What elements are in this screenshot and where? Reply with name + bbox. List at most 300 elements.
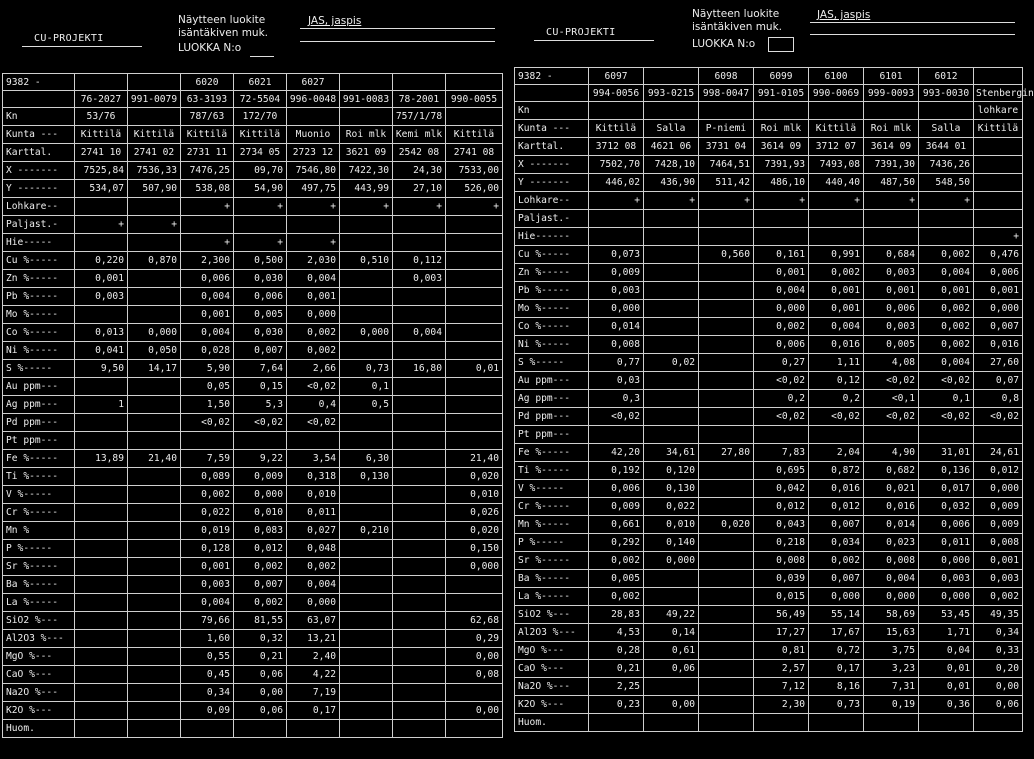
- value-cell: 0,55: [181, 648, 234, 666]
- table-row: [3, 486, 503, 504]
- value-cell: [754, 228, 809, 246]
- row-label: CaO %---: [515, 660, 589, 678]
- value-cell: 0,016: [864, 498, 919, 516]
- value-cell: 0,005: [234, 306, 287, 324]
- value-cell: 0,07: [974, 372, 1023, 390]
- value-cell: [75, 594, 128, 612]
- value-cell: [446, 252, 503, 270]
- value-cell: 0,27: [754, 354, 809, 372]
- value-cell: 0,8: [974, 390, 1023, 408]
- value-cell: [446, 396, 503, 414]
- value-cell: [919, 426, 974, 444]
- value-cell: [393, 630, 446, 648]
- table-row: [515, 516, 1023, 534]
- sample-ref: 72-5504: [234, 91, 287, 108]
- value-cell: 0,001: [287, 288, 340, 306]
- value-cell: 0,002: [974, 588, 1023, 606]
- value-cell: [340, 666, 393, 684]
- row-label: P %-----: [3, 540, 75, 558]
- row-label: Mo %-----: [515, 300, 589, 318]
- y-cell: 548,50: [919, 174, 974, 192]
- x-cell: 7533,00: [446, 162, 503, 180]
- sample-ref: 990-0069: [809, 85, 864, 102]
- kn-cell: [754, 102, 809, 120]
- value-cell: [75, 684, 128, 702]
- value-cell: 0,01: [919, 678, 974, 696]
- value-cell: 0,006: [754, 336, 809, 354]
- value-cell: [754, 714, 809, 732]
- table-row: [515, 408, 1023, 426]
- value-cell: [128, 504, 181, 522]
- value-cell: +: [181, 234, 234, 252]
- value-cell: [809, 228, 864, 246]
- value-cell: +: [644, 192, 699, 210]
- value-cell: 0,022: [644, 498, 699, 516]
- value-cell: [340, 702, 393, 720]
- kunta-cell: Muonio: [287, 126, 340, 144]
- row-label: Co %-----: [515, 318, 589, 336]
- table-row: [515, 318, 1023, 336]
- value-cell: [75, 630, 128, 648]
- y-cell: 507,90: [128, 180, 181, 198]
- table-row: [3, 414, 503, 432]
- value-cell: 0,006: [864, 300, 919, 318]
- value-cell: [699, 660, 754, 678]
- value-cell: [128, 558, 181, 576]
- value-cell: [75, 576, 128, 594]
- value-cell: [699, 390, 754, 408]
- value-cell: [644, 228, 699, 246]
- value-cell: 0,112: [393, 252, 446, 270]
- column-number: 6012: [919, 68, 974, 85]
- row-label: Na2O %---: [3, 684, 75, 702]
- value-cell: 0,5: [340, 396, 393, 414]
- x-coordinate-row: [3, 162, 503, 180]
- karttal-cell: 2731 11: [181, 144, 234, 162]
- table-row: [515, 660, 1023, 678]
- value-cell: +: [589, 192, 644, 210]
- value-cell: [864, 714, 919, 732]
- kn-cell: 172/70: [234, 108, 287, 126]
- class-underline: [810, 22, 1015, 23]
- row-label: Y -------: [3, 180, 75, 198]
- value-cell: [644, 282, 699, 300]
- table-row: [3, 540, 503, 558]
- value-cell: [393, 396, 446, 414]
- value-cell: [393, 432, 446, 450]
- table-row: [515, 246, 1023, 264]
- value-cell: 0,042: [754, 480, 809, 498]
- table-row: [515, 354, 1023, 372]
- value-cell: 0,140: [644, 534, 699, 552]
- analysis-table-right: [514, 67, 1034, 732]
- value-cell: 63,07: [287, 612, 340, 630]
- y-cell: 486,10: [754, 174, 809, 192]
- value-cell: 9,50: [75, 360, 128, 378]
- value-cell: [974, 210, 1023, 228]
- x-cell: 7464,51: [699, 156, 754, 174]
- row-label: Kn: [3, 108, 75, 126]
- table-row: [3, 270, 503, 288]
- value-cell: [974, 192, 1023, 210]
- header-row-numbers: [3, 74, 503, 91]
- value-cell: 0,043: [754, 516, 809, 534]
- kn-cell: [864, 102, 919, 120]
- value-cell: 0,007: [809, 570, 864, 588]
- row-label: Mn %-----: [515, 516, 589, 534]
- value-cell: <0,02: [589, 408, 644, 426]
- value-cell: 0,34: [181, 684, 234, 702]
- y-cell: 54,90: [234, 180, 287, 198]
- value-cell: 0,000: [919, 552, 974, 570]
- karttal-cell: 4621 06: [644, 138, 699, 156]
- value-cell: [446, 270, 503, 288]
- value-cell: 0,000: [864, 588, 919, 606]
- table-row: [3, 198, 503, 216]
- value-cell: 0,991: [809, 246, 864, 264]
- value-cell: 0,08: [446, 666, 503, 684]
- x-cell: 09,70: [234, 162, 287, 180]
- value-cell: [699, 408, 754, 426]
- value-cell: [128, 702, 181, 720]
- value-cell: 0,17: [809, 660, 864, 678]
- value-cell: 0,008: [974, 534, 1023, 552]
- left-sheet: [0, 0, 512, 759]
- table-row: [515, 264, 1023, 282]
- value-cell: 27,80: [699, 444, 754, 462]
- value-cell: 7,83: [754, 444, 809, 462]
- row-label: SiO2 %---: [515, 606, 589, 624]
- x-cell: 7436,26: [919, 156, 974, 174]
- value-cell: 53,45: [919, 606, 974, 624]
- value-cell: [128, 396, 181, 414]
- kn-cell: [446, 108, 503, 126]
- kn-cell: 787/63: [181, 108, 234, 126]
- value-cell: 0,020: [699, 516, 754, 534]
- table-row: [3, 324, 503, 342]
- value-cell: 0,04: [919, 642, 974, 660]
- value-cell: 0,004: [864, 570, 919, 588]
- table-row: [515, 480, 1023, 498]
- value-cell: [75, 486, 128, 504]
- table-row: [3, 306, 503, 324]
- map-sheet-row: [515, 138, 1023, 156]
- value-cell: 13,21: [287, 630, 340, 648]
- value-cell: [128, 234, 181, 252]
- value-cell: [181, 720, 234, 738]
- row-label: La %-----: [515, 588, 589, 606]
- value-cell: 0,000: [128, 324, 181, 342]
- value-cell: [340, 720, 393, 738]
- table-row: [3, 576, 503, 594]
- x-cell: 7428,10: [644, 156, 699, 174]
- value-cell: 0,003: [919, 570, 974, 588]
- value-cell: 0,007: [974, 318, 1023, 336]
- value-cell: [128, 378, 181, 396]
- value-cell: [589, 210, 644, 228]
- table-row: [3, 594, 503, 612]
- kunta-cell: P-niemi: [699, 120, 754, 138]
- table-row: [3, 432, 503, 450]
- value-cell: <0,02: [974, 408, 1023, 426]
- value-cell: 0,006: [234, 288, 287, 306]
- value-cell: 0,020: [446, 468, 503, 486]
- class-number-box[interactable]: [768, 37, 794, 52]
- value-cell: [340, 612, 393, 630]
- value-cell: 0,120: [644, 462, 699, 480]
- value-cell: 2,25: [589, 678, 644, 696]
- value-cell: 0,684: [864, 246, 919, 264]
- karttal-cell: 2741 02: [128, 144, 181, 162]
- value-cell: [75, 720, 128, 738]
- value-cell: [128, 648, 181, 666]
- table-row: [515, 552, 1023, 570]
- value-cell: 0,560: [699, 246, 754, 264]
- value-cell: [75, 306, 128, 324]
- value-cell: 0,009: [974, 498, 1023, 516]
- value-cell: 0,872: [809, 462, 864, 480]
- value-cell: 0,032: [919, 498, 974, 516]
- value-cell: [75, 468, 128, 486]
- value-cell: [234, 432, 287, 450]
- value-cell: 0,004: [919, 264, 974, 282]
- y-cell: [974, 174, 1023, 192]
- y-coordinate-row: [3, 180, 503, 198]
- value-cell: +: [699, 192, 754, 210]
- value-cell: 0,014: [589, 318, 644, 336]
- table-row: [3, 684, 503, 702]
- sample-ref: 990-0055: [446, 91, 503, 108]
- value-cell: 0,002: [287, 558, 340, 576]
- row-label: P %-----: [515, 534, 589, 552]
- value-cell: [699, 678, 754, 696]
- value-cell: 0,06: [234, 702, 287, 720]
- value-cell: +: [809, 192, 864, 210]
- karttal-cell: 3614 09: [864, 138, 919, 156]
- value-cell: [446, 414, 503, 432]
- sample-class-label: Näytteen luokite: [178, 14, 266, 26]
- value-cell: 81,55: [234, 612, 287, 630]
- value-cell: [699, 714, 754, 732]
- value-cell: [393, 486, 446, 504]
- value-cell: 0,33: [974, 642, 1023, 660]
- column-number: [75, 74, 128, 91]
- value-cell: <0,02: [919, 372, 974, 390]
- row-label: SiO2 %---: [3, 612, 75, 630]
- value-cell: 7,31: [864, 678, 919, 696]
- value-cell: [393, 414, 446, 432]
- sample-ref: 63-3193: [181, 91, 234, 108]
- table-row: [3, 234, 503, 252]
- table-row: [515, 192, 1023, 210]
- value-cell: 0,06: [974, 696, 1023, 714]
- row-label: X -------: [3, 162, 75, 180]
- value-cell: 0,016: [809, 480, 864, 498]
- row-label: Co %-----: [3, 324, 75, 342]
- value-cell: [75, 234, 128, 252]
- value-cell: 0,06: [644, 660, 699, 678]
- row-label: X -------: [515, 156, 589, 174]
- value-cell: 0,870: [128, 252, 181, 270]
- value-cell: [75, 702, 128, 720]
- value-cell: [644, 714, 699, 732]
- x-cell: 7422,30: [340, 162, 393, 180]
- sheet-number: 9382 -: [515, 68, 589, 85]
- value-cell: [699, 552, 754, 570]
- value-cell: 7,12: [754, 678, 809, 696]
- table-row: [3, 342, 503, 360]
- value-cell: [128, 522, 181, 540]
- table-row: [3, 666, 503, 684]
- value-cell: 0,039: [754, 570, 809, 588]
- value-cell: 0,027: [287, 522, 340, 540]
- value-cell: [75, 432, 128, 450]
- value-cell: 0,002: [809, 264, 864, 282]
- value-cell: [75, 504, 128, 522]
- project-underline: [534, 40, 654, 41]
- value-cell: [128, 270, 181, 288]
- value-cell: [340, 288, 393, 306]
- karttal-cell: 2741 10: [75, 144, 128, 162]
- value-cell: [340, 342, 393, 360]
- value-cell: 0,510: [340, 252, 393, 270]
- value-cell: 0,034: [809, 534, 864, 552]
- host-underline: [300, 41, 495, 42]
- table-row: [3, 396, 503, 414]
- value-cell: <0,02: [287, 414, 340, 432]
- value-cell: [128, 684, 181, 702]
- karttal-cell: 3731 04: [699, 138, 754, 156]
- value-cell: 0,000: [287, 306, 340, 324]
- value-cell: 0,010: [446, 486, 503, 504]
- value-cell: 0,00: [974, 678, 1023, 696]
- table-row: [3, 504, 503, 522]
- value-cell: 0,002: [809, 552, 864, 570]
- value-cell: 0,28: [589, 642, 644, 660]
- value-cell: +: [919, 192, 974, 210]
- value-cell: [644, 426, 699, 444]
- value-cell: [809, 210, 864, 228]
- table-row: [515, 606, 1023, 624]
- value-cell: 0,00: [446, 648, 503, 666]
- value-cell: 13,89: [75, 450, 128, 468]
- value-cell: 0,004: [181, 594, 234, 612]
- value-cell: 5,3: [234, 396, 287, 414]
- value-cell: 62,68: [446, 612, 503, 630]
- value-cell: 0,023: [864, 534, 919, 552]
- value-cell: 0,2: [809, 390, 864, 408]
- value-cell: 2,030: [287, 252, 340, 270]
- row-label: Karttal.: [515, 138, 589, 156]
- table-row: [3, 702, 503, 720]
- column-number: 6101: [864, 68, 919, 85]
- value-cell: 79,66: [181, 612, 234, 630]
- value-cell: [128, 576, 181, 594]
- value-cell: 0,013: [75, 324, 128, 342]
- sample-ref: 991-0105: [754, 85, 809, 102]
- value-cell: 0,030: [234, 270, 287, 288]
- sample-ref: 991-0083: [340, 91, 393, 108]
- table-row: [515, 624, 1023, 642]
- value-cell: 0,009: [589, 498, 644, 516]
- right-sheet: [512, 0, 1034, 759]
- value-cell: 4,22: [287, 666, 340, 684]
- class-underline: [300, 28, 495, 29]
- x-cell: [974, 156, 1023, 174]
- y-cell: 443,99: [340, 180, 393, 198]
- value-cell: [754, 426, 809, 444]
- value-cell: 0,004: [287, 576, 340, 594]
- value-cell: 9,22: [234, 450, 287, 468]
- kunta-cell: Kittilä: [446, 126, 503, 144]
- value-cell: 0,002: [919, 318, 974, 336]
- value-cell: 0,004: [287, 270, 340, 288]
- value-cell: 49,22: [644, 606, 699, 624]
- kunta-cell: Roi mlk: [754, 120, 809, 138]
- row-label: V %-----: [515, 480, 589, 498]
- y-cell: 497,75: [287, 180, 340, 198]
- value-cell: 2,04: [809, 444, 864, 462]
- value-cell: [974, 426, 1023, 444]
- value-cell: 0,019: [181, 522, 234, 540]
- value-cell: [699, 498, 754, 516]
- value-cell: [128, 468, 181, 486]
- value-cell: 0,004: [919, 354, 974, 372]
- sheet-number: 9382 -: [3, 74, 75, 91]
- value-cell: 0,006: [589, 480, 644, 498]
- municipality-row: [3, 126, 503, 144]
- value-cell: 4,90: [864, 444, 919, 462]
- value-cell: 0,15: [234, 378, 287, 396]
- value-cell: 0,004: [181, 324, 234, 342]
- value-cell: 0,028: [181, 342, 234, 360]
- value-cell: 0,006: [181, 270, 234, 288]
- value-cell: <0,02: [754, 408, 809, 426]
- value-cell: 0,011: [919, 534, 974, 552]
- value-cell: 0,001: [864, 282, 919, 300]
- value-cell: 0,218: [754, 534, 809, 552]
- row-label: Sr %-----: [3, 558, 75, 576]
- value-cell: [393, 450, 446, 468]
- table-row: [515, 534, 1023, 552]
- value-cell: 6,30: [340, 450, 393, 468]
- value-cell: 0,000: [644, 552, 699, 570]
- sample-ref: 76-2027: [75, 91, 128, 108]
- x-cell: 7493,08: [809, 156, 864, 174]
- value-cell: 1: [75, 396, 128, 414]
- value-cell: 5,90: [181, 360, 234, 378]
- value-cell: 0,73: [809, 696, 864, 714]
- column-number: [128, 74, 181, 91]
- kunta-cell: Kemi mlk: [393, 126, 446, 144]
- value-cell: 0,00: [644, 696, 699, 714]
- row-label: Mo %-----: [3, 306, 75, 324]
- kn-cell: [340, 108, 393, 126]
- value-cell: [446, 684, 503, 702]
- value-cell: [446, 216, 503, 234]
- value-cell: [287, 216, 340, 234]
- column-number: 6098: [699, 68, 754, 85]
- value-cell: [864, 228, 919, 246]
- map-sheet-row: [3, 144, 503, 162]
- table-row: [3, 648, 503, 666]
- column-number: [974, 68, 1023, 85]
- value-cell: [446, 324, 503, 342]
- value-cell: 0,12: [809, 372, 864, 390]
- value-cell: 0,220: [75, 252, 128, 270]
- value-cell: 0,002: [287, 324, 340, 342]
- karttal-cell: 2542 08: [393, 144, 446, 162]
